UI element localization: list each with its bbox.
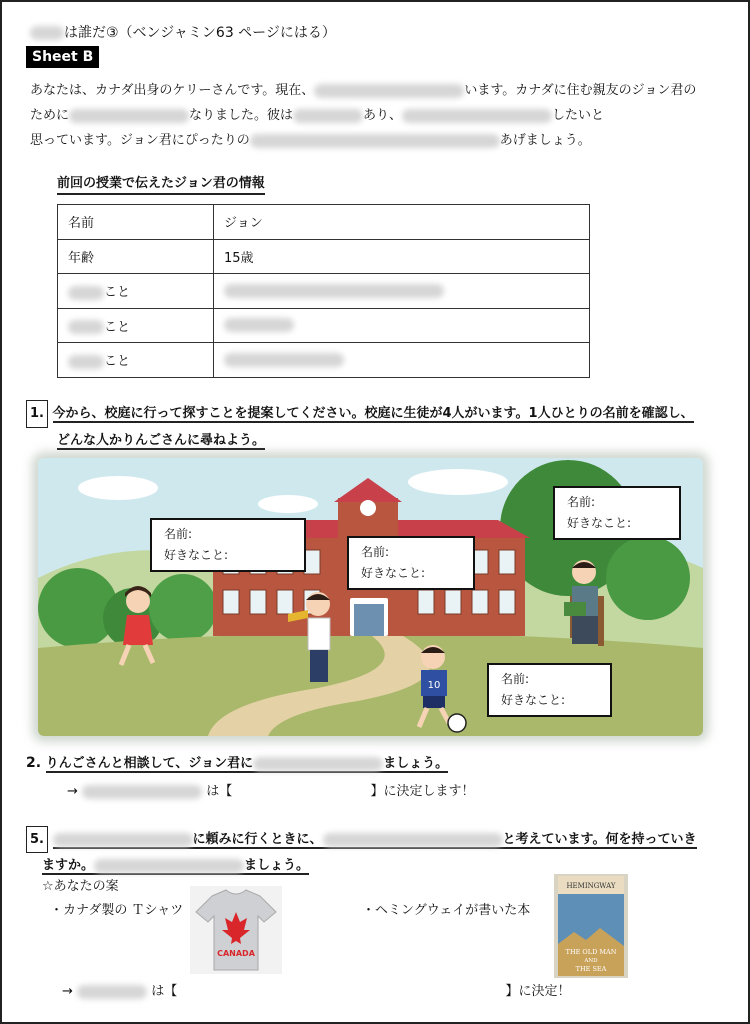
table-cell <box>214 308 590 343</box>
table-cell: 15歳 <box>214 239 590 274</box>
tshirt-text: CANADA <box>217 949 255 958</box>
school-window <box>472 590 488 614</box>
question-1: 1. 今から、校庭に行って探すことを提案してください。校庭に生徒が4人がいます。1人ひとりの名前を確認し、 どんな人かりんごさんに尋ねよう。 <box>26 400 726 454</box>
schoolyard-illustration <box>38 458 703 736</box>
book-title-line: AND <box>584 958 598 964</box>
canada-tshirt-image <box>190 886 282 974</box>
school-window <box>445 590 461 614</box>
table-row <box>58 343 590 378</box>
hemingway-book-image <box>554 874 628 978</box>
table-row <box>58 205 590 240</box>
table-cell <box>214 343 590 378</box>
speech-bubble: 名前: 好きなこと: <box>347 536 475 590</box>
book-title-line: THE SEA <box>575 965 607 973</box>
question-number: 5. <box>26 826 48 853</box>
table-cell <box>214 274 590 309</box>
table-cell: 名前 <box>58 205 214 240</box>
table-cell: ジョン <box>214 205 590 240</box>
option-book-label: ・ヘミングウェイが書いた本 <box>362 903 531 918</box>
question-2-answer-line: → は【 】に決定します！ <box>67 784 475 799</box>
table-cell: こと <box>58 308 214 343</box>
school-window <box>304 550 320 574</box>
book-title-line: THE OLD MAN <box>565 948 617 956</box>
john-info-table <box>57 204 590 378</box>
question-5-answer-line: → は【 】に決定！ <box>62 984 571 999</box>
table-row <box>58 308 590 343</box>
table-row <box>58 274 590 309</box>
sheet-label: Sheet B <box>26 46 99 68</box>
boy-reading-figure <box>558 556 618 651</box>
question-5: 5. に頼みに行くときに、 と考えています。何を持っていき ますか。 ましょう。 <box>26 826 726 878</box>
school-window <box>499 550 515 574</box>
intro-paragraph: あなたは、カナダ出身のケリーさんです。現在、 います。カナダに住む親友のジョン君の ために なりました。彼は あり、 したいと 思っています。ジョン君にぴったりの あげましょう。 <box>30 83 697 148</box>
table-cell: こと <box>58 343 214 378</box>
school-window <box>223 590 239 614</box>
school-window <box>499 590 515 614</box>
boy-trumpet-figure <box>288 588 338 688</box>
speech-bubble: 名前: 好きなこと: <box>553 486 681 540</box>
girl-soccer-figure <box>403 643 493 735</box>
school-window <box>418 590 434 614</box>
speech-bubble: 名前: 好きなこと: <box>487 663 612 717</box>
book-author: HEMINGWAY <box>566 882 616 890</box>
redacted-text <box>30 26 64 40</box>
question-number: 1. <box>26 400 48 428</box>
question-2: 2. りんごさんと相談して、ジョン君に ましょう。 <box>26 755 449 771</box>
table-cell: 年齢 <box>58 239 214 274</box>
speech-bubble: 名前: 好きなこと: <box>150 518 306 572</box>
your-idea-label: ☆あなたの案 <box>42 879 119 894</box>
info-section-title: 前回の授業で伝えたジョン君の情報 <box>57 172 265 195</box>
page-title: は誰だ③（ベンジャミン63 ページにはる） <box>30 22 336 42</box>
question-number: 2. <box>26 755 42 771</box>
jersey-number: 10 <box>427 680 441 691</box>
option-tshirt-label: ・カナダ製の Ｔシャツ <box>50 903 184 918</box>
school-window <box>250 590 266 614</box>
table-row <box>58 239 590 274</box>
girl-running-figure <box>113 583 163 673</box>
table-cell: こと <box>58 274 214 309</box>
